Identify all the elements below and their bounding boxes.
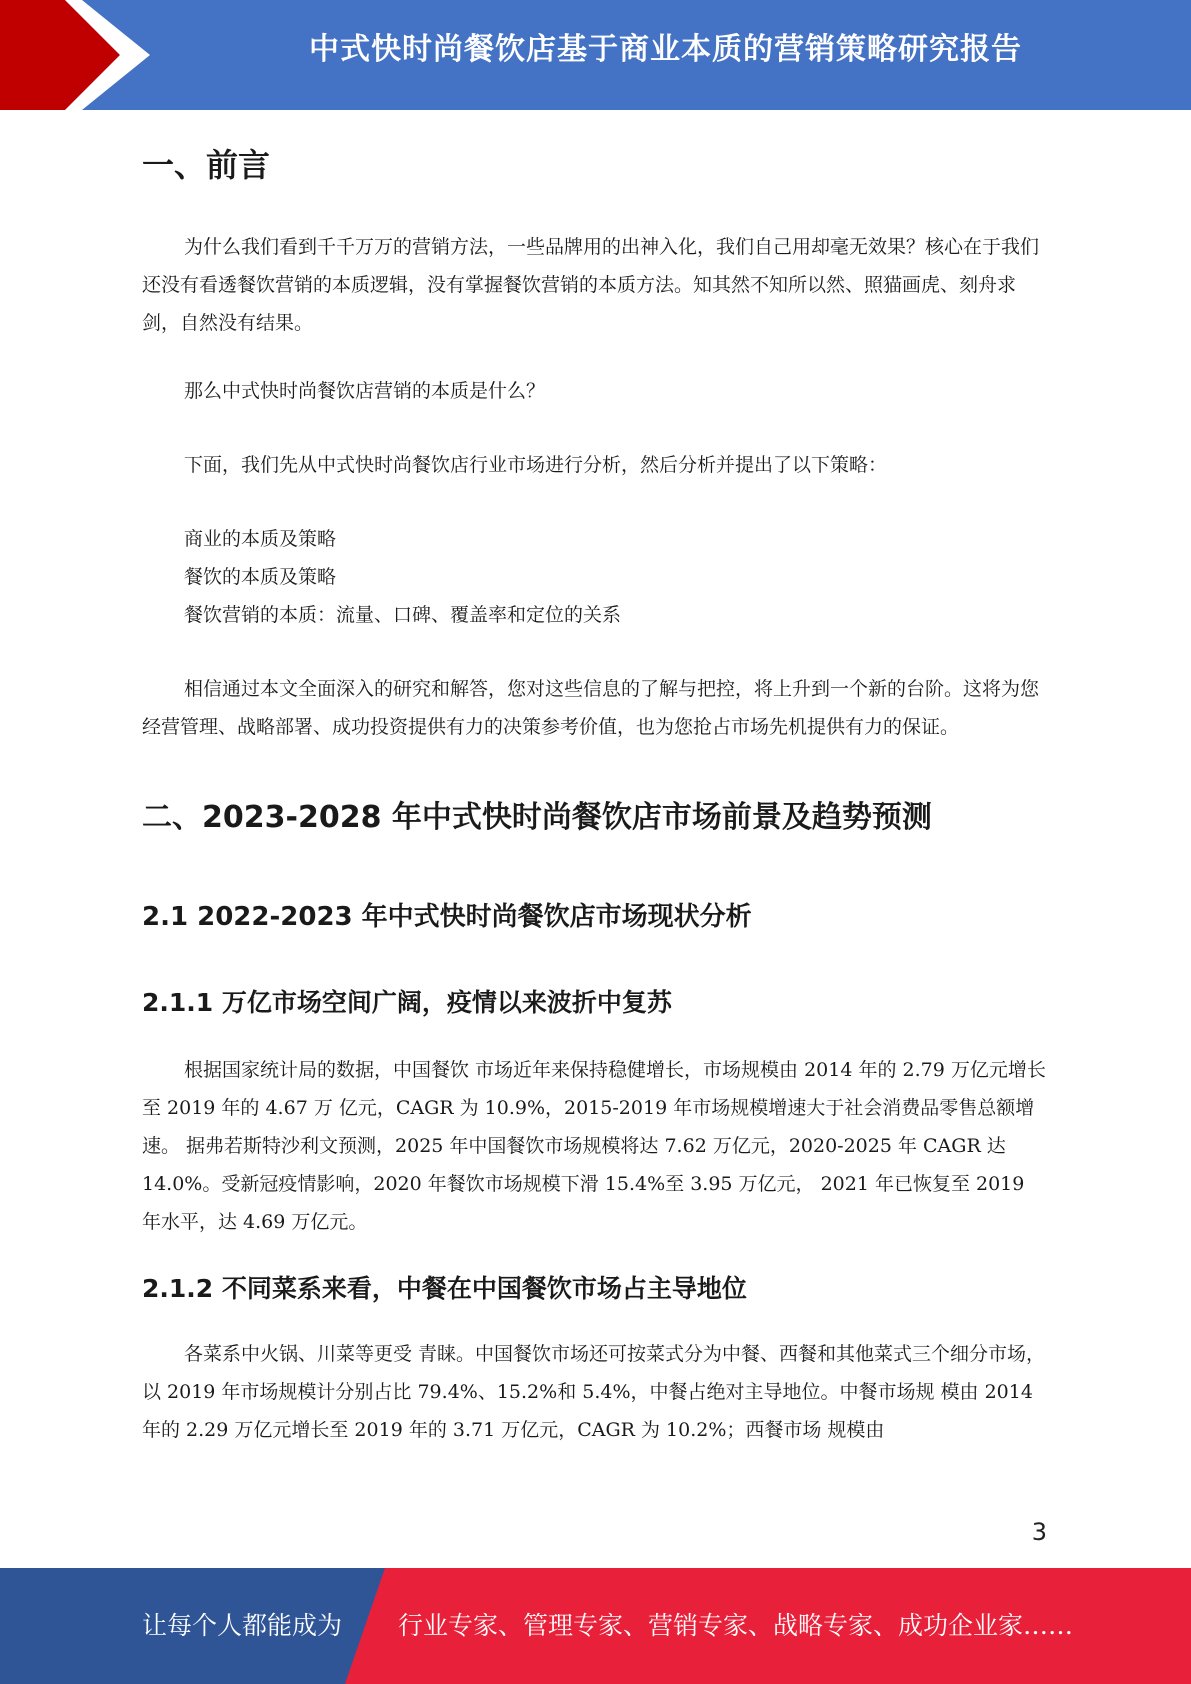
header-title: 中式快时尚餐饮店基于商业本质的营销策略研究报告	[309, 32, 1022, 67]
list-item: 餐饮的本质及策略	[184, 566, 337, 588]
section1-paragraph-1: 为什么我们看到千千万万的营销方法，一些品牌用的出神入化，我们自己用却毫无效果？核心在于我们还没有看透餐饮营销的本质逻辑，没有掌握餐饮营销的本质方法。知其然不知所以然、照猫画虎、刻舟求剑，自然没有结果。	[142, 236, 1040, 334]
section1-paragraph-2: 那么中式快时尚餐饮店营销的本质是什么？	[184, 380, 546, 402]
page-content	[142, 120, 1047, 1449]
list-item: 商业的本质及策略	[184, 528, 337, 550]
page-number: 3	[1031, 1518, 1047, 1546]
list-item: 餐饮营销的本质：流量、口碑、覆盖率和定位的关系	[184, 604, 622, 626]
section1-heading: 一、前言	[142, 146, 271, 184]
page-footer	[0, 1568, 1191, 1684]
footer-slogan-left: 让每个人都能成为	[142, 1611, 343, 1640]
strategy-list	[142, 520, 1047, 634]
page-header	[0, 0, 1191, 110]
subsection-2-1-2-heading: 2.1.2 不同菜系来看，中餐在中国餐饮市场占主导地位	[142, 1274, 747, 1303]
section2-heading: 二、2023-2028 年中式快时尚餐饮店市场前景及趋势预测	[142, 800, 932, 835]
section1-paragraph-3: 下面，我们先从中式快时尚餐饮店行业市场进行分析，然后分析并提出了以下策略：	[184, 454, 888, 476]
section1-paragraph-4: 相信通过本文全面深入的研究和解答，您对这些信息的了解与把控，将上升到一个新的台阶。这将为您经营管理、战略部署、成功投资提供有力的决策参考价值，也为您抢占市场先机提供有力的保证。	[142, 678, 1040, 738]
subsection-2-1-1-paragraph: 根据国家统计局的数据，中国餐饮 市场近年来保持稳健增长，市场规模由 2014 年的 2.79 万亿元增长至 2019 年的 4.67 万 亿元，CAGR 为 10.9%，2015-2019 年市场规模增速大于社会消费品零售总额增速。 据弗若斯特沙利文预测，2025 年中国餐饮市场规模将达 7.62 万亿元，2020-2025 年 CAGR 达 14.0%。受新冠疫情影响，2020 年餐饮市场规模下滑 15.4%至 3.95 万亿元， 2021 年已恢复至 2019 年水平，达 4.69 万亿元。	[142, 1059, 1046, 1233]
subsection-2-1-2-paragraph: 各菜系中火锅、川菜等更受 青睐。中国餐饮市场还可按菜式分为中餐、西餐和其他菜式三个细分市场，以 2019 年市场规模计分别占比 79.4%、15.2%和 5.4%，中餐占绝对主导地位。中餐市场规 模由 2014 年的 2.29 万亿元增长至 2019 年的 3.71 万亿元，CAGR 为 10.2%；西餐市场 规模由	[142, 1343, 1046, 1441]
subsection-2-1-1-heading: 2.1.1 万亿市场空间广阔，疫情以来波折中复苏	[142, 988, 672, 1017]
subsection-2-1-heading: 2.1 2022-2023 年中式快时尚餐饮店市场现状分析	[142, 902, 752, 932]
footer-slogan-right: 行业专家、管理专家、营销专家、战略专家、成功企业家……	[398, 1611, 1074, 1640]
